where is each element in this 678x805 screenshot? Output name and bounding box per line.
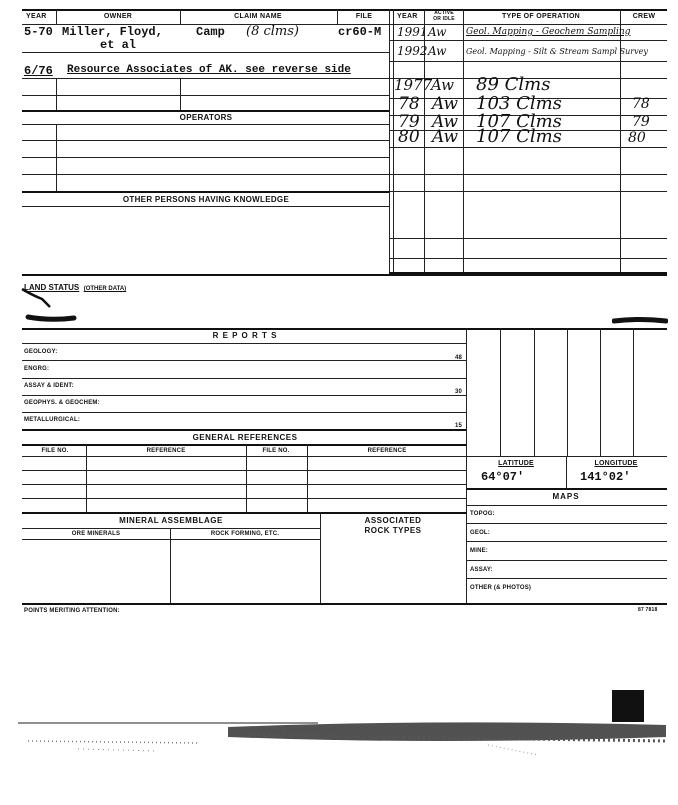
activity-status: Aw — [432, 94, 459, 114]
entry-row1-owner: Miller, Floyd, — [62, 25, 163, 39]
scribble-mark-right — [612, 316, 668, 326]
general-references-heading: GENERAL REFERENCES — [192, 433, 298, 442]
reports-engrg: ENGRG: — [24, 366, 50, 372]
activity-operation: 103 Clms — [476, 93, 562, 114]
entry-row1-year: 5-70 — [24, 25, 53, 39]
maps-assay: ASSAY: — [470, 567, 493, 573]
rock-forming-label: ROCK FORMING, ETC. — [210, 531, 280, 537]
activity-year: 1977 — [394, 76, 433, 94]
scan-noise-band — [18, 715, 668, 765]
activity-crew: 79 — [632, 114, 650, 130]
activity-status: Aw — [431, 76, 454, 94]
header-crew: CREW — [632, 13, 656, 20]
reports-geology: GEOLOGY: — [24, 349, 58, 355]
maps-other: OTHER (& PHOTOS) — [470, 585, 532, 591]
activity-status: Aw — [428, 44, 447, 58]
latitude-label: LATITUDE — [498, 460, 534, 467]
maps-topog: TOPOG: — [470, 511, 495, 517]
entry-row1-claim: Camp — [196, 25, 225, 39]
activity-year: 78 — [398, 94, 420, 114]
activity-operation: Geol. Mapping - Geochem Sampling — [466, 27, 631, 37]
scribble-mark — [20, 285, 80, 330]
activity-operation: 107 Clms — [476, 111, 562, 132]
entry-row1-claim-handwritten: (8 clms) — [246, 24, 299, 39]
reports-metallurgical: METALLURGICAL: — [24, 417, 81, 423]
land-status-subtitle: (OTHER DATA) — [83, 286, 127, 292]
reports-num-30: 30 — [455, 389, 463, 395]
activity-status: Aw — [432, 112, 459, 132]
activity-crew: 78 — [632, 96, 650, 112]
activity-operation: Geol. Mapping - Silt & Stream Sampl Survey — [466, 47, 648, 56]
activity-year: 1991 — [397, 25, 428, 39]
associated-rock-types-line1: ASSOCIATED — [364, 516, 422, 525]
activity-status: Aw — [428, 25, 447, 39]
reports-assay: ASSAY & IDENT: — [24, 383, 74, 389]
operators-heading: OPERATORS — [179, 113, 233, 122]
header-file: FILE — [355, 13, 373, 20]
mineral-assemblage-heading: MINERAL ASSEMBLAGE — [119, 516, 223, 525]
maps-heading: MAPS — [552, 492, 580, 501]
header-active: ACTIVE — [434, 10, 454, 16]
activity-year: 80 — [398, 127, 420, 147]
other-persons-heading: OTHER PERSONS HAVING KNOWLEDGE — [122, 195, 290, 204]
points-meriting-attention: POINTS MERITING ATTENTION: — [24, 608, 120, 614]
header-type-of-operation: TYPE OF OPERATION — [501, 13, 581, 20]
ref-file-no-1: FILE NO. — [41, 448, 69, 454]
longitude-value: 141°02' — [580, 470, 631, 484]
associated-rock-types-line2: ROCK TYPES — [364, 526, 422, 535]
form-number: 87 7818 — [638, 607, 658, 613]
land-status-title: LAND STATUS — [24, 283, 80, 292]
activity-operation: 107 Clms — [476, 126, 562, 147]
entry-row1-file: cr60-M — [338, 25, 382, 39]
activity-crew: 80 — [628, 130, 646, 146]
header-owner: OWNER — [103, 13, 133, 20]
ore-minerals-label: ORE MINERALS — [71, 531, 121, 537]
longitude-label: LONGITUDE — [594, 460, 638, 467]
activity-year: 79 — [398, 112, 420, 132]
activity-status: Aw — [432, 127, 459, 147]
entry-row1-owner-cont: et al — [100, 38, 137, 52]
activity-operation: 89 Clms — [476, 74, 551, 95]
header-year: YEAR — [26, 13, 47, 20]
reports-num-15: 15 — [455, 423, 463, 429]
reports-num-48: 48 — [455, 355, 463, 361]
maps-geol: GEOL: — [470, 530, 490, 536]
activity-year: 1992 — [397, 44, 428, 58]
header-claim-name: CLAIM NAME — [234, 13, 282, 20]
header-year-activity: YEAR — [397, 13, 418, 20]
header-or-idle: OR IDLE — [433, 16, 455, 22]
reports-geophys: GEOPHYS. & GEOCHEM: — [24, 400, 100, 406]
ref-file-no-2: FILE NO. — [262, 448, 290, 454]
ref-reference-2: REFERENCE — [367, 448, 407, 454]
ref-reference-1: REFERENCE — [146, 448, 186, 454]
entry-row2-year: 6/76 — [24, 64, 53, 78]
latitude-value: 64°07' — [481, 470, 525, 484]
reports-heading: R E P O R T S — [212, 331, 278, 340]
maps-mine: MINE: — [470, 548, 488, 554]
entry-row2-text: Resource Associates of AK. see reverse side — [67, 64, 351, 76]
